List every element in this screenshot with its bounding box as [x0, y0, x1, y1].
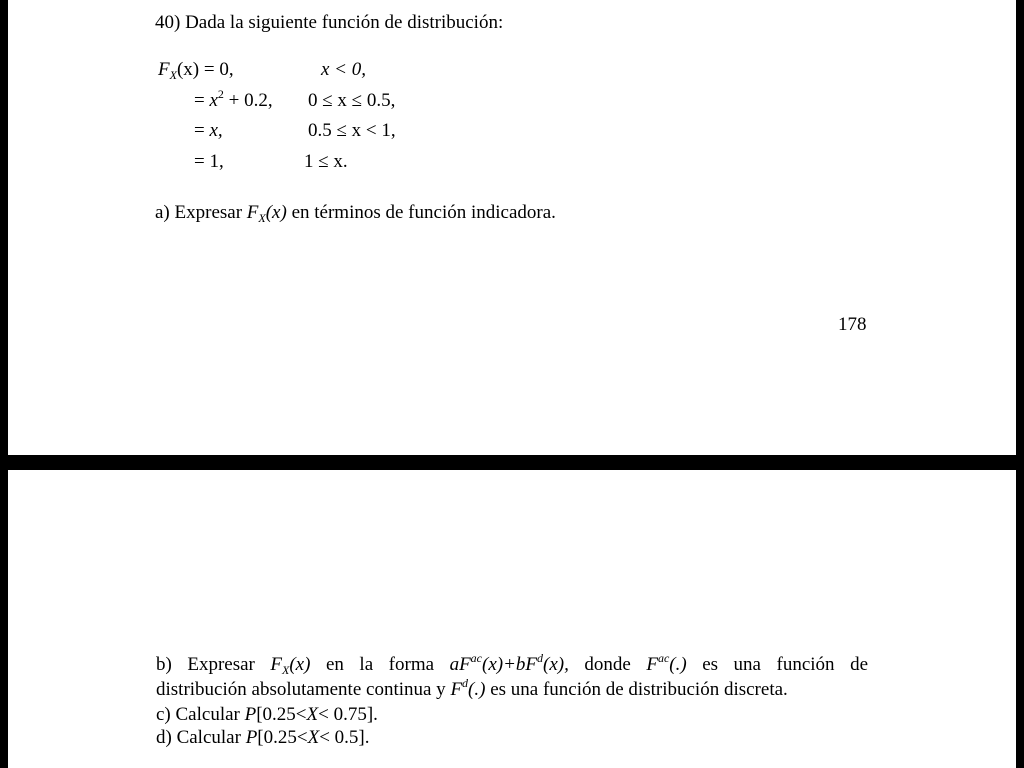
function-row-4-lhs: = 1, — [194, 151, 224, 172]
part-d: d) Calcular P[0.25<X< 0.5]. — [156, 727, 370, 748]
function-row-3-lhs: = x, — [194, 120, 223, 141]
page-number: 178 — [838, 314, 867, 335]
part-c: c) Calcular P[0.25<X< 0.75]. — [156, 704, 378, 725]
function-row-2-condition: 0 ≤ x ≤ 0.5, — [308, 90, 396, 111]
part-b — [156, 652, 868, 702]
part-a: a) Expresar $F_X(x)$ en términos de función indicadora. — [155, 202, 556, 225]
function-row-3-condition: 0.5 ≤ x < 1, — [308, 120, 396, 141]
function-row-1-lhs: $F_X(x) = 0$, — [158, 59, 234, 82]
document-page-2 — [8, 470, 1016, 768]
function-row-4-condition: 1 ≤ x. — [304, 151, 348, 172]
document-page-1 — [8, 0, 1016, 455]
function-row-2-lhs: = $x^2 + 0.2$, — [194, 87, 273, 111]
question-title: 40) Dada la siguiente función de distribución: — [155, 12, 504, 33]
part-b-line-1: b) Expresar $F_X(x)$ en la forma $aF^{ac}(x)+bF^d(x)$, donde $F^{ac}(.)$ es una función de — [156, 651, 869, 677]
part-b-line-2: distribución absolutamente continua y $F^d(.)$ es una función de distribución discreta. — [156, 676, 788, 700]
function-row-1-condition: x < 0, — [321, 59, 367, 80]
